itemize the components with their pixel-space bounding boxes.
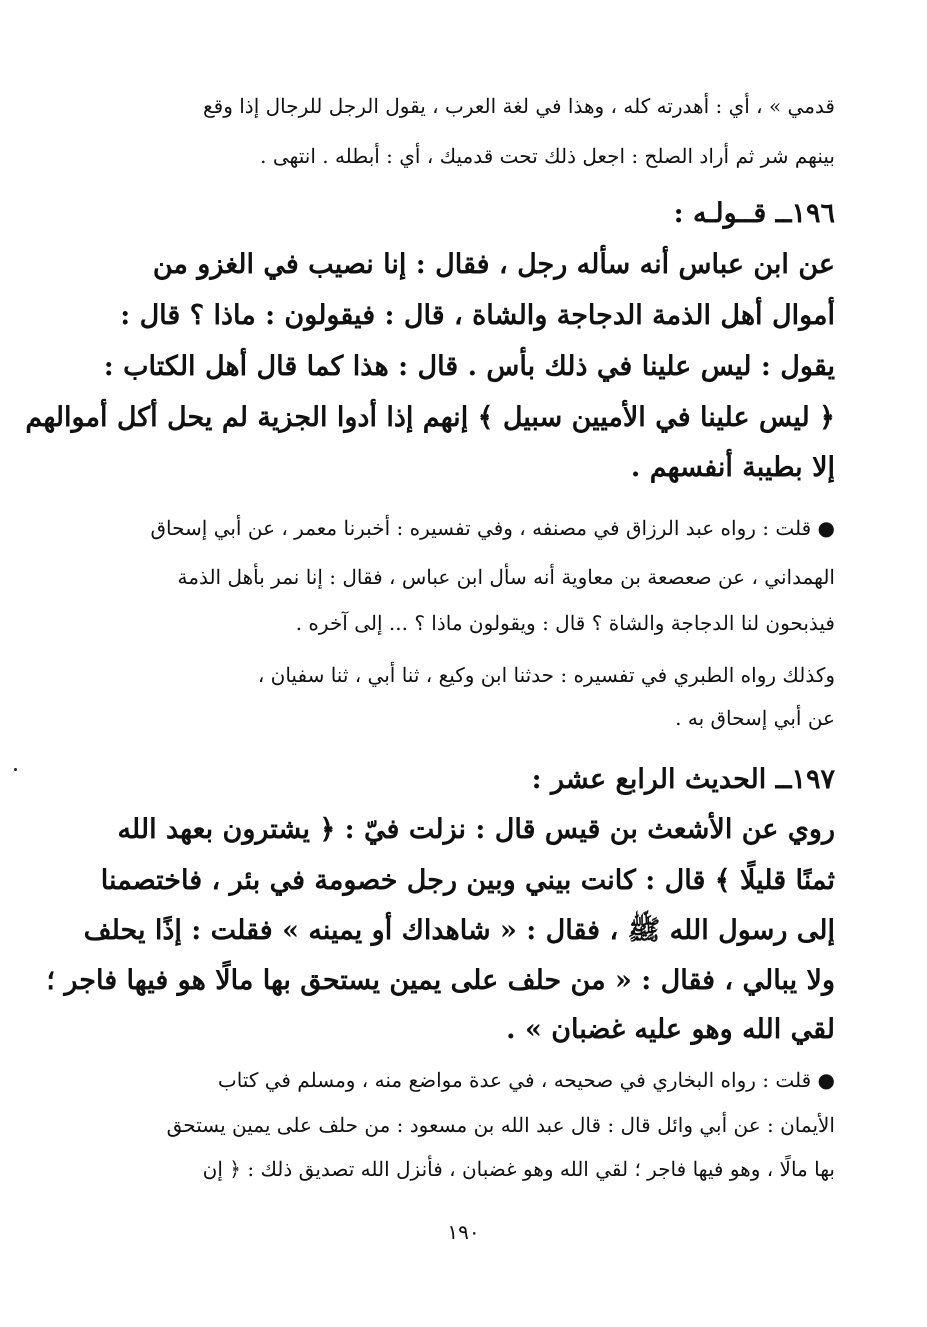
scan-speck (14, 768, 17, 771)
section-heading: ١٩٦ــ قــولـه : (673, 198, 835, 229)
hadith-line: ثمنًا قليلًا ﴾ قال : كانت بيني وبين رجل خصومة في بئر ، فاختصمنا (100, 865, 835, 896)
hadith-line: روي عن الأشعث بن قيس قال : نزلت فيّ : ﴿ يشترون بعهد الله (117, 814, 835, 845)
hadith-line: يقول : ليس علينا في ذلك بأس . قال : هذا كما قال أهل الكتاب : (103, 351, 835, 382)
section-heading: ١٩٧ــ الحديث الرابع عشر : (531, 764, 835, 795)
hadith-line: عن ابن عباس أنه سأله رجل ، فقال : إنا نصيب في الغزو من (152, 249, 835, 280)
hadith-line: إلا بطيبة أنفسهم . (630, 452, 835, 483)
hadith-line: ﴿ ليس علينا في الأميين سبيل ﴾ إنهم إذا أدوا الجزية لم يحل أكل أموالهم (25, 402, 835, 433)
commentary-line: فيذبحون لنا الدجاجة والشاة ؟ قال : ويقولون ماذا ؟ ... إلى آخره . (295, 611, 835, 635)
text-line: قدمي » ، أي : أهدرته كله ، وهذا في لغة العرب ، يقول الرجل للرجال إذا وقع (203, 94, 835, 118)
commentary-line: الأيمان : عن أبي وائل قال : قال عبد الله بن مسعود : من حلف على يمين يستحق (166, 1113, 835, 1137)
commentary-line: الهمداني ، عن صعصعة بن معاوية أنه سأل ابن عباس ، فقال : إنا نمر بأهل الذمة (177, 565, 835, 589)
page-number: ١٩٠ (447, 1220, 480, 1244)
hadith-line: ولا يبالي ، فقال : « من حلف على يمين يستحق بها مالًا هو فيها فاجر ؛ (46, 965, 835, 996)
hadith-line: إلى رسول الله ﷺ ، فقال : « شاهداك أو يمينه » فقلت : إذًا يحلف (83, 915, 835, 946)
hadith-line: لقي الله وهو عليه غضبان » . (506, 1014, 835, 1045)
commentary-line: بها مالًا ، وهو فيها فاجر ؛ لقي الله وهو غضبان ، فأنزل الله تصديق ذلك : ﴿ إن (202, 1157, 835, 1181)
text-line: بينهم شر ثم أراد الصلح : اجعل ذلك تحت قدميك ، أي : أبطله . انتهى . (260, 144, 835, 168)
commentary-line: عن أبي إسحاق به . (675, 706, 835, 730)
commentary-line: وكذلك رواه الطبري في تفسيره : حدثنا ابن وكيع ، ثنا أبي ، ثنا سفيان ، (257, 663, 835, 687)
commentary-line: ● قلت : رواه البخاري في صحيحه ، في عدة مواضع منه ، ومسلم في كتاب (217, 1068, 835, 1092)
commentary-line: ● قلت : رواه عبد الرزاق في مصنفه ، وفي تفسيره : أخبرنا معمر ، عن أبي إسحاق (150, 516, 835, 540)
hadith-line: أموال أهل الذمة الدجاجة والشاة ، قال : فيقولون : ماذا ؟ قال : (120, 300, 835, 331)
